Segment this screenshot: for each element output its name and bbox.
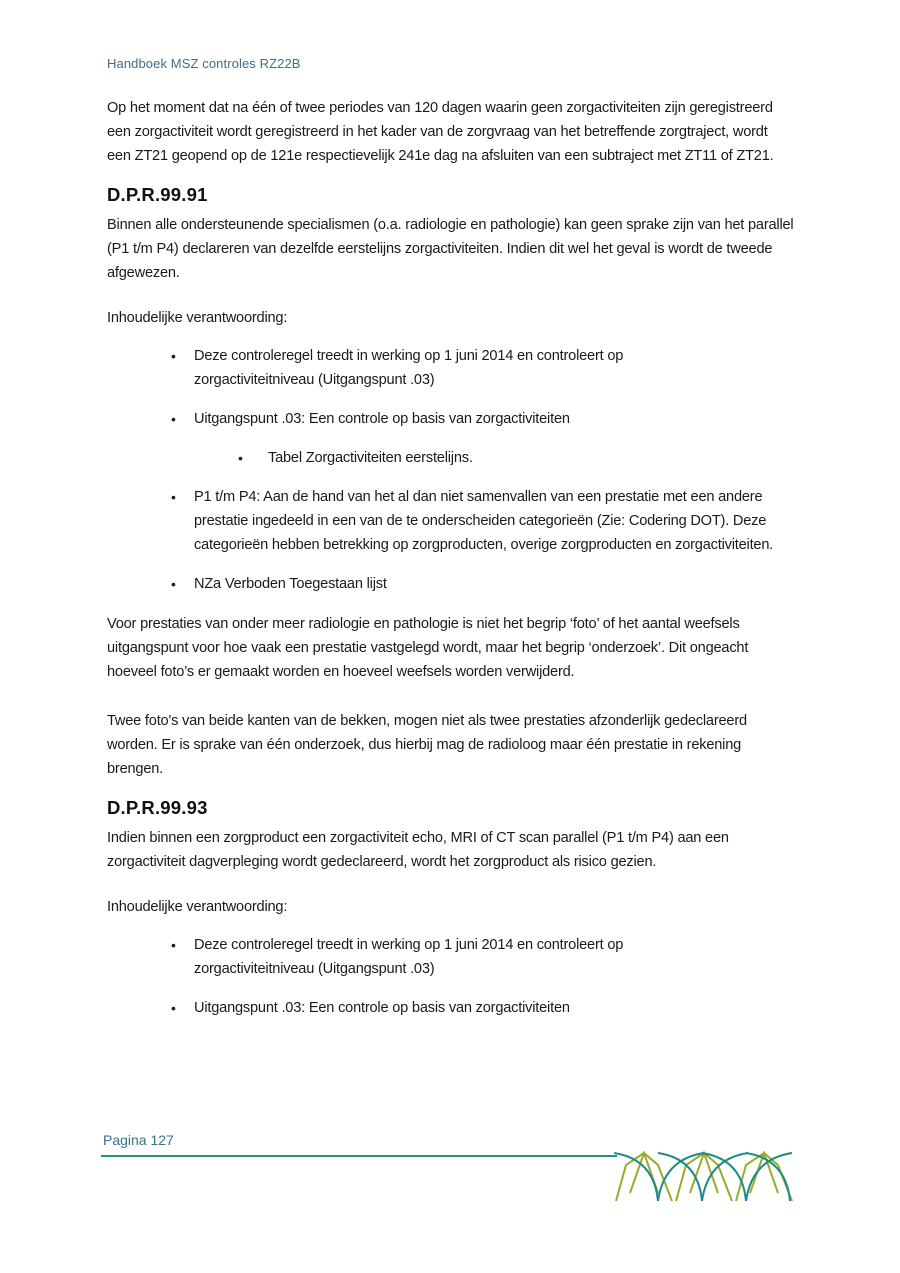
list-item-text: Uitgangspunt .03: Een controle op basis van zorgactiviteiten (194, 411, 570, 427)
section2-text: Indien binnen een zorgproduct een zorgactiviteit echo, MRI of CT scan parallel (P1 t/m P4) aan een zorgactiviteit dagverpleging wordt gedeclareerd, wordt het zorgproduct als risico gezien. (107, 830, 729, 870)
list-item (107, 407, 797, 431)
list-item (107, 485, 799, 557)
list-item-text: Tabel Zorgactiviteiten eerstelijns. (268, 450, 473, 466)
bullet-icon: • (171, 937, 176, 953)
list-item-text: P1 t/m P4: Aan de hand van het al dan niet samenvallen van een prestatie met een andere prestatie ingedeeld in een van de te onderscheiden categorieën (Zie: Codering DOT). Deze categorieën hebben betrekking op zorgproducten, overige zorgproducten en zorgactiviteiten. (194, 489, 774, 553)
list-item-text: NZa Verboden Toegestaan lijst (194, 576, 387, 592)
section-heading-dpr-99-91: D.P.R.99.91 (107, 184, 208, 205)
list-item (107, 446, 797, 470)
list-item-text: Uitgangspunt .03: Een controle op basis van zorgactiviteiten (194, 1000, 570, 1016)
bullet-icon: • (238, 450, 243, 466)
bullet-icon: • (171, 1000, 176, 1016)
list-item (107, 933, 714, 981)
section1-paragraph-3: Twee foto's van beide kanten van de bekken, mogen niet als twee prestaties afzonderlijk gedeclareerd worden. Er is sprake van één onderzoek, dus hierbij mag de radioloog maar één prestatie in rekening brengen. (107, 713, 747, 777)
intro-paragraph: Op het moment dat na één of twee periodes van 120 dagen waarin geen zorgactiviteiten zijn geregistreerd een zorgactiviteit wordt geregistreerd in het kader van de zorgvraag van het betreffende zorgtraject, wordt een ZT21 geopend op de 121e respectievelijk 241e dag na afsluiten van een subtraject met ZT11 of ZT21. (107, 100, 774, 164)
list-item (107, 572, 797, 596)
section1-bullet-list (107, 344, 797, 596)
bullet-icon: • (171, 411, 176, 427)
section1-label: Inhoudelijke verantwoording: (107, 310, 288, 326)
section-heading-dpr-99-93: D.P.R.99.93 (107, 797, 208, 818)
section2-label: Inhoudelijke verantwoording: (107, 899, 288, 915)
bullet-icon: • (171, 576, 176, 592)
bullet-icon: • (171, 348, 176, 364)
section1-text: Binnen alle ondersteunende specialismen (o.a. radiologie en pathologie) kan geen sprake zijn van het parallel (P1 t/m P4) declareren van dezelfde eerstelijns zorgactiviteiten. Indien dit wel het geval is wordt de tweede afgewezen. (107, 217, 794, 281)
page-content (107, 96, 797, 1020)
list-item-text: Deze controleregel treedt in werking op 1 juni 2014 en controleert op zorgactiviteitniveau (Uitgangspunt .03) (194, 348, 624, 388)
list-item (107, 344, 714, 392)
bullet-icon: • (171, 489, 176, 505)
running-header: Handboek MSZ controles RZ22B (107, 56, 301, 71)
list-item (107, 996, 797, 1020)
footer-divider (101, 1155, 617, 1157)
section2-bullet-list (107, 933, 797, 1020)
section1-paragraph-2: Voor prestaties van onder meer radiologie en pathologie is niet het begrip ‘foto’ of het aantal weefsels uitgangspunt voor hoe vaak een prestatie vastgelegd wordt, maar het begrip ‘onderzoek’. Dit ongeacht hoeveel foto’s er gemaakt worden en hoeveel weefsels worden verwijderd. (107, 616, 749, 680)
decorative-logo-icon (614, 1151, 794, 1203)
list-item-text: Deze controleregel treedt in werking op 1 juni 2014 en controleert op zorgactiviteitniveau (Uitgangspunt .03) (194, 937, 624, 977)
page-number: Pagina 127 (103, 1132, 174, 1148)
